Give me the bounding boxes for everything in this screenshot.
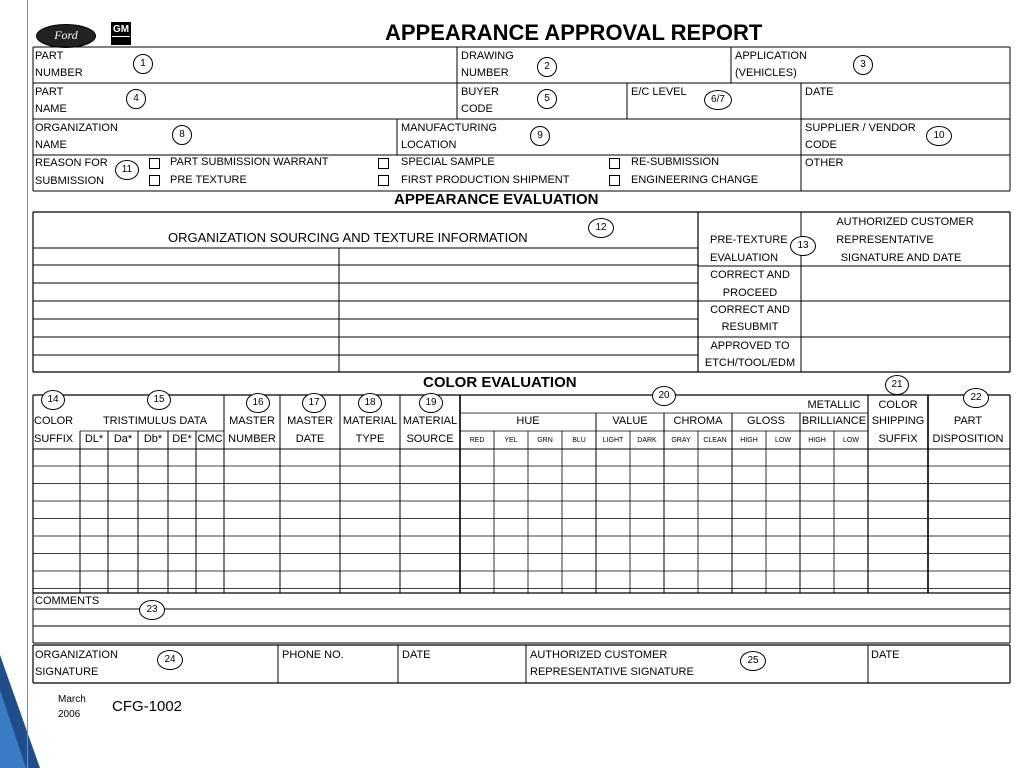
material-source-label-1: MATERIAL [402,415,458,427]
org-name-label-1: ORGANIZATION [35,122,118,134]
org-name-label-2: NAME [35,139,67,151]
other-label: OTHER [805,157,844,169]
form-date-year: 2006 [58,709,81,720]
material-source-label-2: SOURCE [406,433,454,445]
special-sample-checkbox[interactable] [378,158,389,169]
pre-texture-eval-label-1: PRE-TEXTURE [710,234,788,246]
authorized-rep-label-3: SIGNATURE AND DATE [840,252,962,264]
value-label: VALUE [612,415,648,427]
part-number-label-2: NUMBER [35,67,83,79]
comments-label: COMMENTS [35,595,100,607]
mfg-location-label-1: MANUFACTURING [401,122,497,134]
form-date-month: March [58,694,86,705]
footer-date-label: DATE [402,649,431,661]
marker-16: 16 [246,393,270,413]
resubmission-label: RE-SUBMISSION [631,156,720,168]
marker-8: 8 [172,125,192,145]
correct-proceed-label-2: PROCEED [722,287,778,299]
buyer-code-label-1: BUYER [461,86,499,98]
color-suffix-label-1: COLOR [34,415,74,427]
marker-23: 23 [139,600,165,620]
approved-label-1: APPROVED TO [710,340,790,352]
authorized-rep-label-1: AUTHORIZED CUSTOMER [836,216,974,228]
marker-1: 1 [133,54,153,74]
part-name-label-1: PART [35,86,64,98]
color-subcol-3: BLU [572,437,586,444]
color-subcol-6: GRAY [671,437,691,444]
part-name-label-2: NAME [35,103,67,115]
auth-sig-label-2: REPRESENTATIVE SIGNATURE [530,666,694,678]
marker-19: 19 [419,393,443,413]
color-subcol-2: GRN [537,437,553,444]
marker-5: 5 [537,89,557,109]
first-production-checkbox[interactable] [378,175,389,186]
application-label-2: (VEHICLES) [735,67,797,79]
footer-date2-label: DATE [871,649,900,661]
shipping-suffix-label-3: SUFFIX [878,433,918,445]
color-subcol-9: LOW [775,437,791,444]
marker-2: 2 [537,57,557,77]
master-date-label-1: MASTER [287,415,333,427]
drawing-number-label-1: DRAWING [461,50,514,62]
color-suffix-label-2: SUFFIX [34,433,74,445]
color-subcol-8: HIGH [740,437,758,444]
resubmission-checkbox[interactable] [609,158,620,169]
drawing-number-label-2: NUMBER [461,67,509,79]
auth-sig-label-1: AUTHORIZED CUSTOMER [530,649,668,661]
page-title: APPEARANCE APPROVAL REPORT [385,20,763,45]
material-type-label-1: MATERIAL [342,415,398,427]
color-subcol-0: RED [469,437,485,444]
gm-logo: GM [111,22,131,45]
correct-resubmit-label-2: RESUBMIT [721,321,779,333]
part-disposition-label-2: DISPOSITION [932,433,1004,445]
color-subcol-11: LOW [843,437,859,444]
marker-14: 14 [41,390,65,410]
first-production-label: FIRST PRODUCTION SHIPMENT [401,174,570,186]
color-subcol-7: CLEAN [703,437,727,444]
tri-col-da: Da* [113,433,133,445]
ec-level-label: E/C LEVEL [631,86,687,98]
color-subcol-5: DARK [637,437,657,444]
marker-15: 15 [147,390,171,410]
pre-texture-eval-label-2: EVALUATION [710,252,779,264]
date-label: DATE [805,86,834,98]
pre-texture-label: PRE TEXTURE [170,174,247,186]
marker-25: 25 [740,651,766,671]
chroma-label: CHROMA [673,415,723,427]
ford-logo: Ford [36,24,96,48]
color-heading: COLOR EVALUATION [423,374,577,391]
color-subcol-1: YEL [504,437,518,444]
color-subcol-4: LIGHT [602,437,624,444]
authorized-rep-label-2: REPRESENTATIVE [836,234,934,246]
shipping-suffix-label-1: COLOR [878,399,918,411]
master-date-label-2: DATE [295,433,325,445]
special-sample-label: SPECIAL SAMPLE [401,156,495,168]
reason-label-2: SUBMISSION [35,175,105,187]
color-subcol-10: HIGH [808,437,826,444]
marker-12: 12 [588,218,614,238]
tri-col-dl: DL* [84,433,104,445]
marker-22: 22 [963,388,989,408]
marker-10: 10 [926,126,952,146]
tri-col-db: Db* [143,433,163,445]
material-type-label-2: TYPE [355,433,385,445]
marker-4: 4 [126,89,146,109]
gloss-label: GLOSS [747,415,785,427]
approved-label-2: ETCH/TOOL/EDM [704,357,796,369]
form-id: CFG-1002 [112,698,183,715]
org-signature-label-1: ORGANIZATION [35,649,118,661]
psw-checkbox[interactable] [149,158,160,169]
part-number-label-1: PART [35,50,64,62]
shipping-suffix-label-2: SHIPPING [871,415,925,427]
tri-col-de: DE* [172,433,192,445]
marker-17: 17 [302,393,326,413]
mfg-location-label-2: LOCATION [401,139,457,151]
tristimulus-label: TRISTIMULUS DATA [102,415,208,427]
metallic-label-2: BRILLIANCE [801,415,867,427]
supplier-code-label-1: SUPPLIER / VENDOR [805,122,916,134]
psw-label: PART SUBMISSION WARRANT [170,156,329,168]
marker-3: 3 [853,55,873,75]
pre-texture-checkbox[interactable] [149,175,160,186]
phone-label: PHONE NO. [282,649,344,661]
metallic-label-1: METALLIC [807,399,861,411]
part-disposition-label-1: PART [953,415,983,427]
org-signature-label-2: SIGNATURE [35,666,99,678]
correct-resubmit-label-1: CORRECT AND [710,304,790,316]
master-number-label-1: MASTER [229,415,275,427]
marker-20: 20 [652,386,676,406]
master-number-label-2: NUMBER [228,433,276,445]
engineering-change-label: ENGINEERING CHANGE [631,174,759,186]
tri-col-cmc: CMC [197,433,223,445]
application-label-1: APPLICATION [735,50,807,62]
marker-18: 18 [358,393,382,413]
marker-6-7: 6/7 [704,90,732,110]
marker-9: 9 [530,126,550,146]
engineering-change-checkbox[interactable] [609,175,620,186]
appearance-heading: APPEARANCE EVALUATION [394,191,599,208]
marker-21: 21 [885,375,909,395]
sourcing-label: ORGANIZATION SOURCING AND TEXTURE INFORMATION [168,230,528,245]
marker-13: 13 [790,236,816,256]
reason-label-1: REASON FOR [35,157,108,169]
marker-11: 11 [115,160,139,180]
correct-proceed-label-1: CORRECT AND [710,269,790,281]
hue-label: HUE [516,415,540,427]
buyer-code-label-2: CODE [461,103,493,115]
marker-24: 24 [157,650,183,670]
supplier-code-label-2: CODE [805,139,837,151]
